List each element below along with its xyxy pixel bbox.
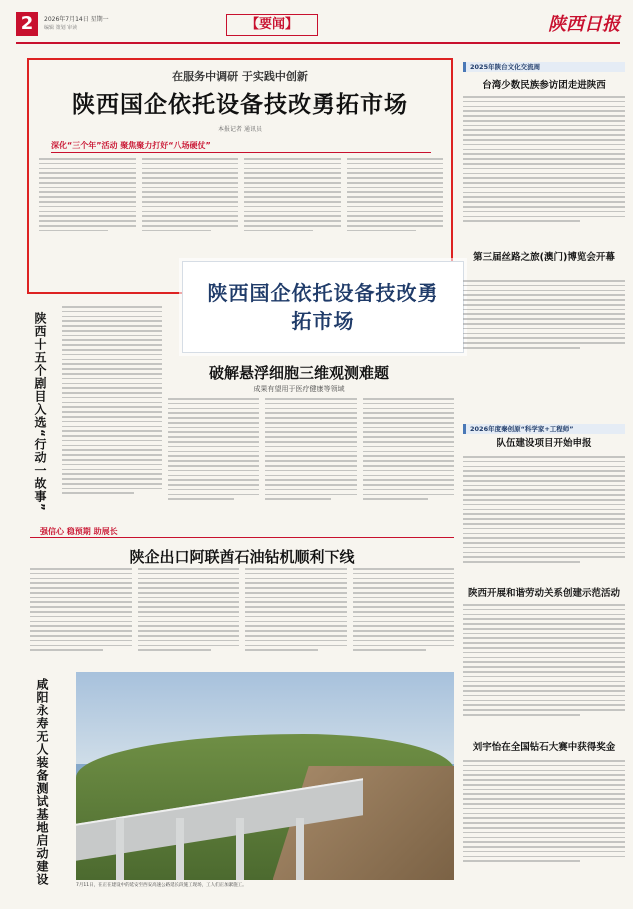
right-headline-2[interactable]: 第三届丝路之旅(澳门)博览会开幕 bbox=[473, 252, 615, 263]
vertical-headline-bottom: 咸阳永寿无人装备测试基地启动建设 bbox=[35, 678, 49, 886]
right-strip-2: 2026年度秦创原“科学家+工程师” bbox=[463, 424, 625, 434]
right-text-5 bbox=[463, 760, 625, 885]
photo-pillar bbox=[296, 818, 304, 880]
page-number: 2 bbox=[16, 12, 38, 36]
lead-byline: 本报记者 通讯员 bbox=[218, 126, 262, 133]
left-article-text bbox=[62, 306, 162, 516]
issue-editors: 编辑 策划 审读 bbox=[44, 25, 78, 31]
middle-article-text bbox=[168, 398, 454, 516]
section-label: 【要闻】 bbox=[226, 14, 318, 36]
middle-article-subheadline: 成果有望用于医疗健康等领域 bbox=[253, 385, 345, 393]
headline-zoom-overlay bbox=[182, 261, 464, 353]
masthead bbox=[16, 8, 620, 44]
lead-article-highlight[interactable] bbox=[27, 58, 453, 294]
right-text-4 bbox=[463, 604, 625, 734]
lead-headline: 陕西国企依托设备技改勇拓市场 bbox=[72, 92, 408, 118]
paper-logo: 陕西日报 bbox=[548, 14, 620, 35]
right-text-2 bbox=[463, 280, 625, 360]
right-headline-1[interactable]: 台湾少数民族参访团走进陕西 bbox=[482, 80, 606, 91]
second-article-rule bbox=[30, 537, 454, 538]
right-text-3 bbox=[463, 456, 625, 581]
right-headline-3[interactable]: 队伍建设项目开始申报 bbox=[496, 438, 592, 449]
right-headline-5[interactable]: 刘宇怡在全国钻石大赛中获得奖金 bbox=[472, 742, 616, 753]
lead-tagline: 深化“三个年”活动 聚焦聚力打好“八场硬仗” bbox=[51, 141, 211, 150]
lead-kicker: 在服务中调研 于实践中创新 bbox=[172, 70, 308, 83]
second-article-text bbox=[30, 568, 454, 666]
right-headline-4[interactable]: 陕西开展和谐劳动关系创建示范活动 bbox=[467, 588, 620, 599]
middle-article-headline[interactable]: 破解悬浮细胞三维观测难题 bbox=[208, 364, 389, 382]
construction-photo bbox=[76, 672, 454, 880]
right-strip-1: 2025年陕台文化交流周 bbox=[463, 62, 625, 72]
second-article-strip: 强信心 稳预期 助展长 bbox=[40, 527, 118, 536]
photo-pillar bbox=[116, 818, 124, 880]
vertical-headline-top: 陕西十五个剧目入选“行动一故事” bbox=[33, 312, 47, 512]
second-article-headline[interactable]: 陕企出口阿联酋石油钻机顺利下线 bbox=[129, 548, 355, 566]
right-text-1 bbox=[463, 96, 625, 246]
photo-pillar bbox=[176, 818, 184, 880]
photo-caption: 7月11日，在正在建设中的延安至西安高速公路延长段施工现场，工人们正加紧施工。 bbox=[76, 883, 247, 888]
issue-date: 2026年7月14日 星期一 bbox=[44, 16, 109, 23]
tagline-rule bbox=[51, 152, 431, 153]
photo-pillar bbox=[236, 818, 244, 880]
overlay-title: 陕西国企依托设备技改勇拓市场 bbox=[207, 281, 439, 333]
